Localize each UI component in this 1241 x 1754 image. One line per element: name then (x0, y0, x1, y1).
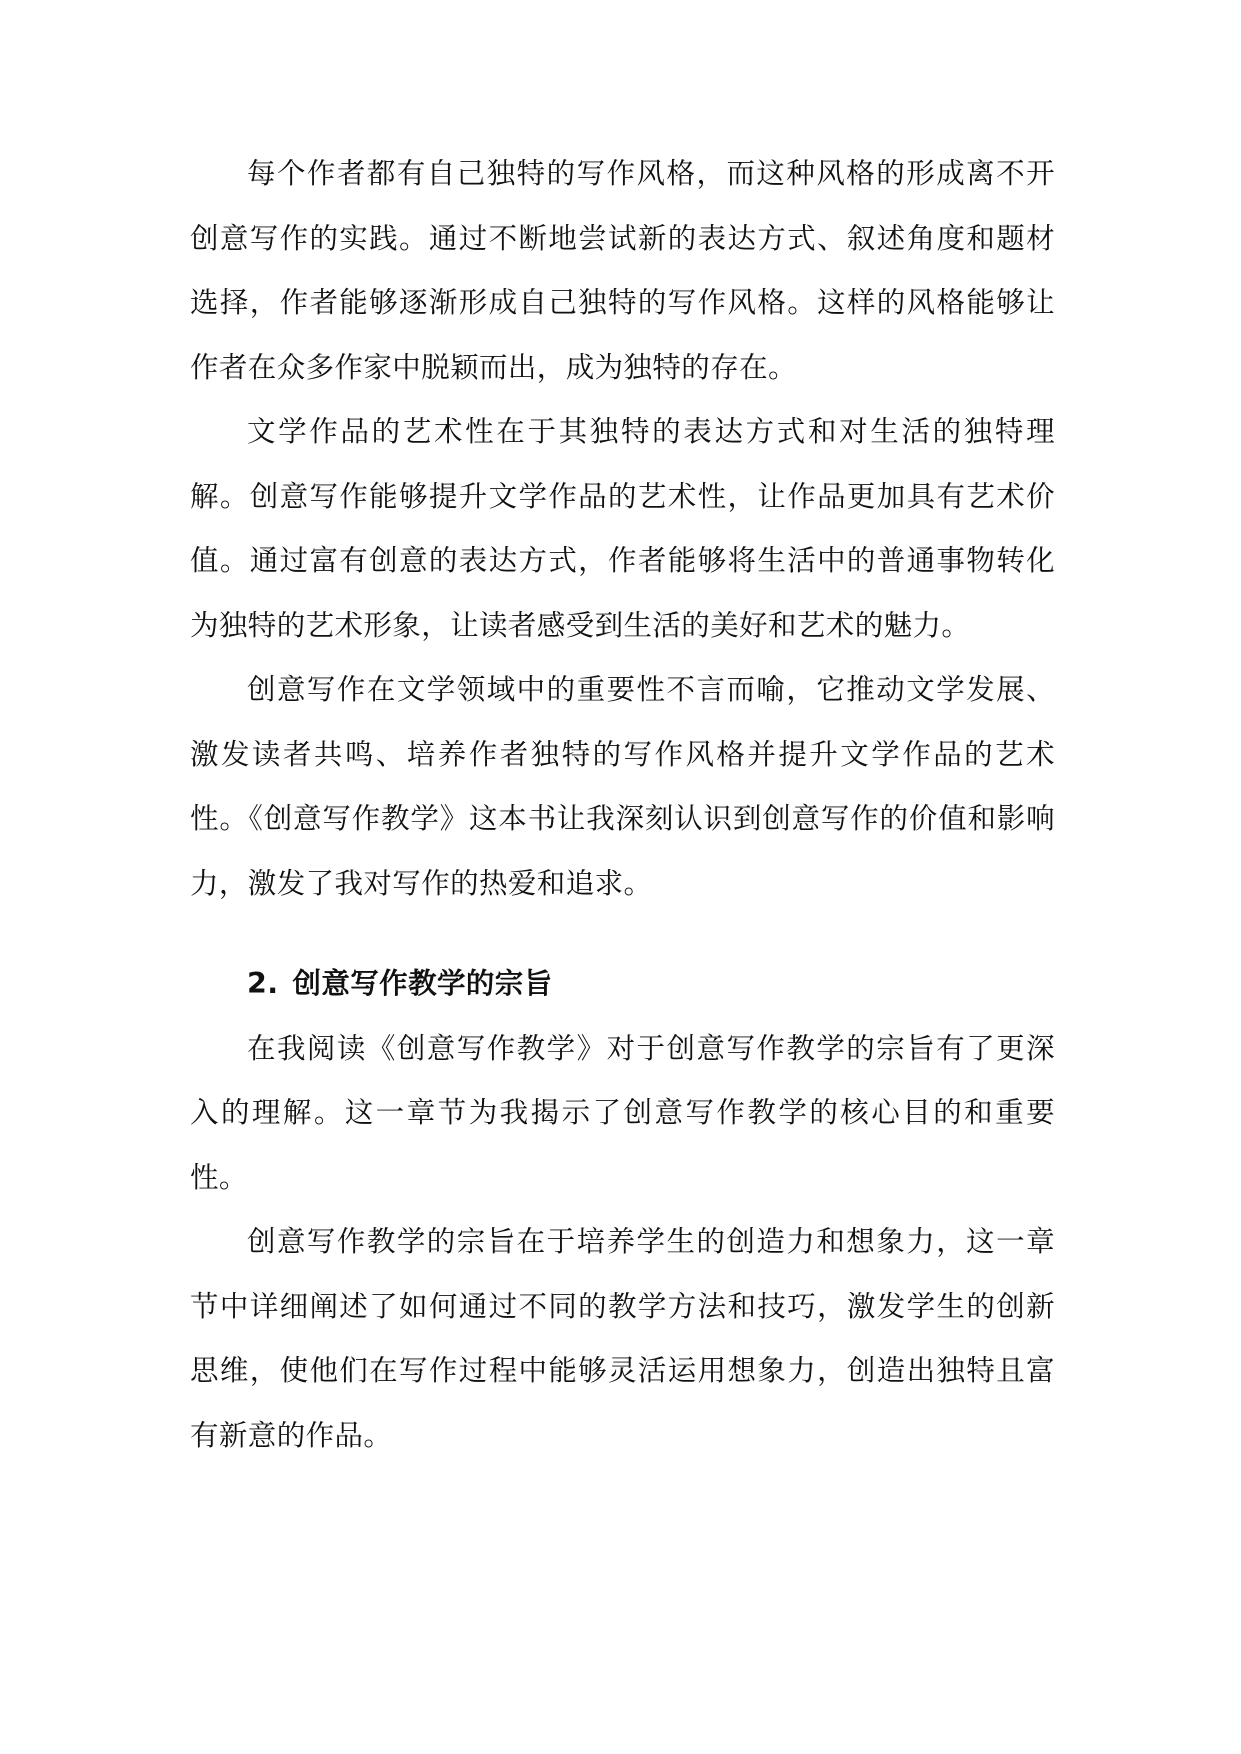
paragraph-teaching-purpose: 创意写作教学的宗旨在于培养学生的创造力和想象力，这一章节中详细阐述了如何通过不同的教学方法和技巧，激发学生的创新思维，使他们在写作过程中能够灵活运用想象力，创造出独特且富有新意的作品。 (190, 1225, 1055, 1452)
paragraph-writing-style: 每个作者都有自己独特的写作风格，而这种风格的形成离不开创意写作的实践。通过不断地尝试新的表达方式、叙述角度和题材选择，作者能够逐渐形成自己独特的写作风格。这样的风格能够让作者在众多作家中脱颖而出，成为独特的存在。 (190, 157, 1055, 384)
paragraph-artistry: 文学作品的艺术性在于其独特的表达方式和对生活的独特理解。创意写作能够提升文学作品的艺术性，让作品更加具有艺术价值。通过富有创意的表达方式，作者能够将生活中的普通事物转化为独特的艺术形象，让读者感受到生活的美好和艺术的魅力。 (190, 415, 1055, 642)
document-body (190, 142, 1055, 1468)
section-title: 创意写作教学的宗旨 (292, 967, 553, 1000)
section-heading (247, 952, 1055, 1017)
paragraph-reading-understanding: 在我阅读《创意写作教学》对于创意写作教学的宗旨有了更深入的理解。这一章节为我揭示了创意写作教学的核心目的和重要性。 (190, 1031, 1055, 1194)
paragraph-importance: 创意写作在文学领域中的重要性不言而喻，它推动文学发展、激发读者共鸣、培养作者独特的写作风格并提升文学作品的艺术性。《创意写作教学》这本书让我深刻认识到创意写作的价值和影响力，激发了我对写作的热爱和追求。 (190, 673, 1055, 900)
section-number: 2. (247, 967, 279, 1000)
